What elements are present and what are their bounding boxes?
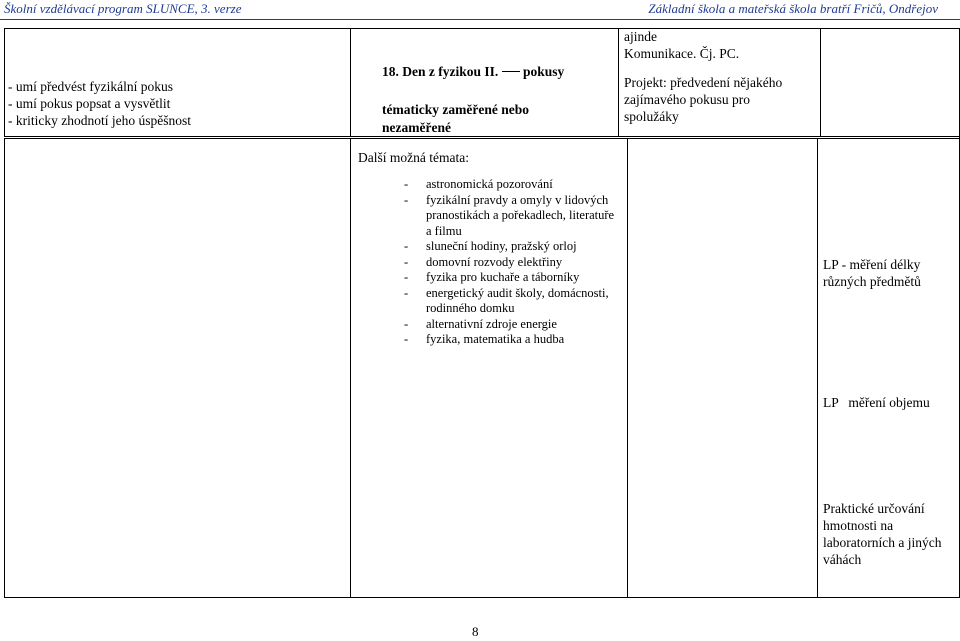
school-program-title: Školní vzdělávací program SLUNCE, 3. verze <box>4 1 242 16</box>
outcome-item: - kriticky zhodnotí jeho úspěšnost <box>8 113 191 128</box>
list-item: - astronomická pozorování <box>402 177 617 193</box>
col-left-border-r1 <box>4 28 5 137</box>
learning-outcomes <box>8 78 191 129</box>
further-topics-list <box>402 177 617 348</box>
col-divider-1-r2 <box>350 138 351 598</box>
list-item: - domovní rozvody elektřiny <box>402 255 617 271</box>
list-item: - fyzikální pravdy a omyly v lidových pranostikách a pořekadlech, literatuře a filmu <box>402 193 617 240</box>
topic-title: 18. Den z fyzikou II. pokusy <box>382 64 565 79</box>
row1-top-border <box>4 28 960 29</box>
col-divider-3-r2 <box>817 138 818 598</box>
topic-subtitle-line2: nezaměřené <box>382 120 451 135</box>
list-item: - fyzika pro kuchaře a táborníky <box>402 270 617 286</box>
further-topics-intro: Další možná témata: <box>358 150 469 165</box>
link-line-2: Komunikace. Čj. PC. <box>624 46 740 61</box>
list-item: - alternativní zdroje energie <box>402 317 617 333</box>
project-line-1: Projekt: předvedení nějakého <box>624 75 783 90</box>
list-item: - sluneční hodiny, pražský orloj <box>402 239 617 255</box>
underline-dash <box>502 71 520 72</box>
col-divider-2-r2 <box>627 138 628 598</box>
list-item: - fyzika, matematika a hudba <box>402 332 617 348</box>
topic-subtitle-line1: tématicky zaměřené nebo <box>382 102 529 117</box>
outcome-item: - umí pokus popsat a vysvětlit <box>8 96 171 111</box>
project-line-3: spolužáky <box>624 109 679 124</box>
page-number: 8 <box>472 624 479 639</box>
lab-length-measurement: LP - měření délky různých předmětů <box>823 257 921 289</box>
page-header <box>0 0 960 18</box>
cross-curricular-links <box>624 28 782 125</box>
project-line-2: zajímavého pokusu pro <box>624 92 750 107</box>
col-divider-1-r1 <box>350 28 351 137</box>
outcome-item: - umí předvést fyzikální pokus <box>8 79 173 94</box>
topic-heading <box>382 62 564 138</box>
col-left-border-r2 <box>4 138 5 598</box>
col-divider-3-r1 <box>820 28 821 137</box>
list-item: - energetický audit školy, domácnosti, rodinného domku <box>402 286 617 317</box>
header-rule <box>0 19 960 20</box>
school-name: Základní škola a mateřská škola bratří Fričů, Ondřejov <box>648 1 938 16</box>
link-line-1: ajinde <box>624 29 657 44</box>
lab-volume-measurement: LP měření objemu <box>823 395 930 410</box>
col-divider-2-r1 <box>618 28 619 137</box>
lab-mass-measurement: Praktické určování hmotnosti na laboratorních a jiných váhách <box>823 501 942 567</box>
